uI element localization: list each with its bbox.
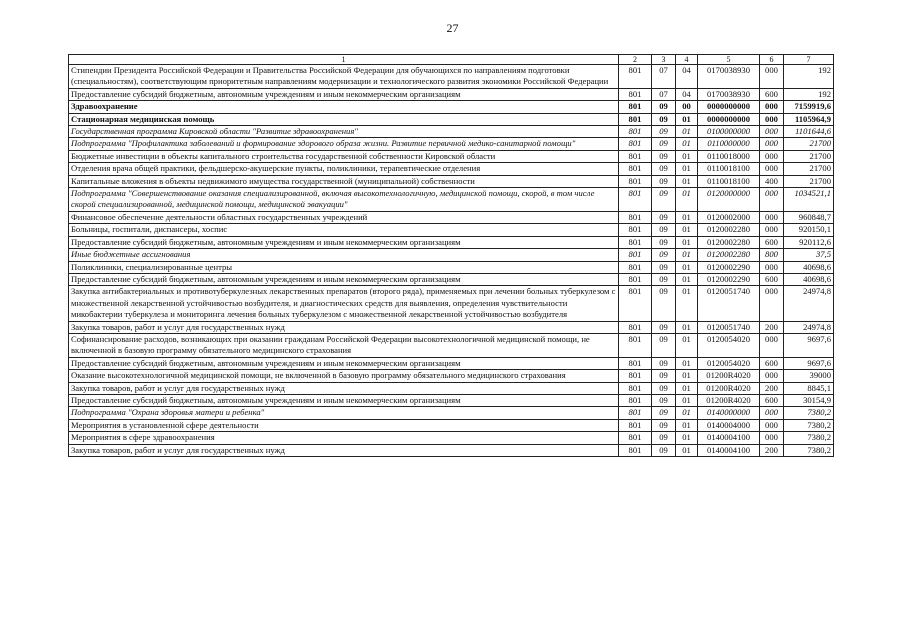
- cell-amount: 21700: [784, 138, 834, 150]
- cell-subsection: 01: [676, 444, 698, 456]
- cell-ministry-code: 801: [619, 175, 652, 187]
- cell-expense-type: 000: [760, 419, 784, 431]
- row-name: Стационарная медицинская помощь: [69, 113, 619, 125]
- row-name: Оказание высокотехнологичной медицинской помощи, не включенной в базовую программу обязательного медицинского страхования: [69, 370, 619, 382]
- cell-amount: 40698,6: [784, 261, 834, 273]
- row-name: Закупка антибактериальных и противотуберкулезных лекарственных препаратов (второго ряда), применяемых при лечении больных туберкулезом с множественной лекарственной устойчивостью возбудителя, и диагностических средств для выявления, определения чувствительности микобактерии туберкулеза и мониторинга лечения больных туберкулезом с множественной лекарственной устойчивостью возбудителя: [69, 286, 619, 321]
- cell-amount: 37,5: [784, 249, 834, 261]
- cell-subsection: 01: [676, 175, 698, 187]
- cell-subsection: 04: [676, 88, 698, 100]
- cell-subsection: 01: [676, 163, 698, 175]
- table-row: [69, 65, 834, 89]
- cell-target-article: 0140000000: [698, 407, 760, 419]
- table-row: [69, 394, 834, 406]
- cell-section: 09: [652, 113, 676, 125]
- table-row: [69, 261, 834, 273]
- column-header: 6: [760, 55, 784, 65]
- table-row: [69, 88, 834, 100]
- table-row: [69, 249, 834, 261]
- table-row: [69, 357, 834, 369]
- table-row: [69, 333, 834, 357]
- table-row: [69, 432, 834, 444]
- cell-ministry-code: 801: [619, 432, 652, 444]
- cell-amount: 30154,9: [784, 394, 834, 406]
- cell-expense-type: 800: [760, 249, 784, 261]
- cell-amount: 21700: [784, 163, 834, 175]
- cell-target-article: 0120002000: [698, 211, 760, 223]
- row-name: Подпрограмма "Охрана здоровья матери и ребенка": [69, 407, 619, 419]
- cell-subsection: 01: [676, 138, 698, 150]
- cell-section: 09: [652, 419, 676, 431]
- cell-expense-type: 200: [760, 382, 784, 394]
- cell-ministry-code: 801: [619, 286, 652, 321]
- cell-target-article: 0000000000: [698, 113, 760, 125]
- cell-target-article: 0120051740: [698, 286, 760, 321]
- cell-target-article: 0140004100: [698, 444, 760, 456]
- cell-target-article: 0120002290: [698, 273, 760, 285]
- row-name: Отделения врача общей практики, фельдшерско-акушерские пункты, поликлиники, терапевтические отделения: [69, 163, 619, 175]
- cell-subsection: 01: [676, 432, 698, 444]
- cell-target-article: 0170038930: [698, 88, 760, 100]
- cell-expense-type: 000: [760, 407, 784, 419]
- row-name: Предоставление субсидий бюджетным, автономным учреждениям и иным некоммерческим организациям: [69, 88, 619, 100]
- cell-target-article: 0120002290: [698, 261, 760, 273]
- cell-ministry-code: 801: [619, 419, 652, 431]
- cell-section: 09: [652, 261, 676, 273]
- cell-section: 09: [652, 224, 676, 236]
- column-header: 1: [69, 55, 619, 65]
- column-number-row: [69, 55, 834, 65]
- table-row: [69, 419, 834, 431]
- cell-target-article: 0120002280: [698, 249, 760, 261]
- row-name: Мероприятия в установленной сфере деятельности: [69, 419, 619, 431]
- row-name: Финансовое обеспечение деятельности областных государственных учреждений: [69, 211, 619, 223]
- cell-target-article: 0120000000: [698, 188, 760, 212]
- cell-expense-type: 200: [760, 444, 784, 456]
- cell-section: 07: [652, 88, 676, 100]
- cell-ministry-code: 801: [619, 188, 652, 212]
- cell-ministry-code: 801: [619, 321, 652, 333]
- cell-section: 09: [652, 370, 676, 382]
- cell-amount: 24974,8: [784, 286, 834, 321]
- cell-section: 09: [652, 432, 676, 444]
- cell-subsection: 01: [676, 126, 698, 138]
- cell-expense-type: 000: [760, 101, 784, 113]
- cell-ministry-code: 801: [619, 163, 652, 175]
- budget-table: [68, 54, 834, 457]
- cell-expense-type: 600: [760, 236, 784, 248]
- cell-expense-type: 000: [760, 211, 784, 223]
- cell-target-article: 01200R4020: [698, 382, 760, 394]
- table-row: [69, 273, 834, 285]
- cell-section: 09: [652, 382, 676, 394]
- cell-subsection: 00: [676, 101, 698, 113]
- table-row: [69, 370, 834, 382]
- table-row: [69, 236, 834, 248]
- cell-expense-type: 000: [760, 126, 784, 138]
- cell-subsection: 01: [676, 113, 698, 125]
- table-row: [69, 101, 834, 113]
- cell-target-article: 0140004100: [698, 432, 760, 444]
- cell-section: 09: [652, 444, 676, 456]
- row-name: Поликлиники, специализированные центры: [69, 261, 619, 273]
- cell-target-article: 01200R4020: [698, 394, 760, 406]
- cell-subsection: 01: [676, 419, 698, 431]
- row-name: Подпрограмма "Профилактика заболеваний и формирование здорового образа жизни. Развитие первичной медико-санитарной помощи": [69, 138, 619, 150]
- cell-section: 09: [652, 211, 676, 223]
- cell-ministry-code: 801: [619, 370, 652, 382]
- table-row: [69, 444, 834, 456]
- cell-expense-type: 600: [760, 357, 784, 369]
- cell-section: 09: [652, 188, 676, 212]
- cell-ministry-code: 801: [619, 138, 652, 150]
- cell-ministry-code: 801: [619, 236, 652, 248]
- cell-ministry-code: 801: [619, 261, 652, 273]
- cell-section: 09: [652, 394, 676, 406]
- cell-ministry-code: 801: [619, 357, 652, 369]
- cell-ministry-code: 801: [619, 394, 652, 406]
- cell-subsection: 01: [676, 224, 698, 236]
- cell-expense-type: 000: [760, 286, 784, 321]
- table-row: [69, 321, 834, 333]
- cell-section: 09: [652, 175, 676, 187]
- cell-subsection: 01: [676, 333, 698, 357]
- cell-subsection: 01: [676, 261, 698, 273]
- cell-section: 07: [652, 65, 676, 89]
- cell-expense-type: 000: [760, 188, 784, 212]
- cell-section: 09: [652, 273, 676, 285]
- cell-target-article: 0100000000: [698, 126, 760, 138]
- cell-target-article: 0140004000: [698, 419, 760, 431]
- cell-amount: 192: [784, 88, 834, 100]
- cell-amount: 7159919,6: [784, 101, 834, 113]
- table-row: [69, 286, 834, 321]
- cell-amount: 960848,7: [784, 211, 834, 223]
- cell-ministry-code: 801: [619, 65, 652, 89]
- row-name: Больницы, госпитали, диспансеры, хоспис: [69, 224, 619, 236]
- cell-target-article: 0120054020: [698, 357, 760, 369]
- row-name: Предоставление субсидий бюджетным, автономным учреждениям и иным некоммерческим организациям: [69, 357, 619, 369]
- cell-target-article: 01200R4020: [698, 370, 760, 382]
- cell-expense-type: 000: [760, 432, 784, 444]
- cell-amount: 9697,6: [784, 333, 834, 357]
- cell-amount: 21700: [784, 175, 834, 187]
- cell-amount: 192: [784, 65, 834, 89]
- cell-ministry-code: 801: [619, 88, 652, 100]
- cell-section: 09: [652, 101, 676, 113]
- cell-subsection: 01: [676, 370, 698, 382]
- cell-amount: 1034521,1: [784, 188, 834, 212]
- cell-expense-type: 000: [760, 150, 784, 162]
- row-name: Стипендии Президента Российской Федерации и Правительства Российской Федерации для обучающихся по направлениям подготовки (специальностям), соответствующим приоритетным направлениям модернизации и технологического развития экономики Российской Федерации: [69, 65, 619, 89]
- cell-subsection: 01: [676, 321, 698, 333]
- row-name: Предоставление субсидий бюджетным, автономным учреждениям и иным некоммерческим организациям: [69, 394, 619, 406]
- cell-expense-type: 000: [760, 333, 784, 357]
- cell-section: 09: [652, 138, 676, 150]
- cell-ministry-code: 801: [619, 113, 652, 125]
- table-row: [69, 224, 834, 236]
- row-name: Закупка товаров, работ и услуг для государственных нужд: [69, 321, 619, 333]
- page-number: 27: [446, 21, 459, 35]
- row-name: Закупка товаров, работ и услуг для государственных нужд: [69, 444, 619, 456]
- cell-target-article: 0170038930: [698, 65, 760, 89]
- cell-target-article: 0110018000: [698, 150, 760, 162]
- column-header: 2: [619, 55, 652, 65]
- cell-target-article: 0000000000: [698, 101, 760, 113]
- cell-ministry-code: 801: [619, 382, 652, 394]
- cell-ministry-code: 801: [619, 150, 652, 162]
- cell-section: 09: [652, 357, 676, 369]
- row-name: Предоставление субсидий бюджетным, автономным учреждениям и иным некоммерческим организациям: [69, 273, 619, 285]
- cell-subsection: 01: [676, 249, 698, 261]
- table-row: [69, 113, 834, 125]
- cell-section: 09: [652, 286, 676, 321]
- cell-target-article: 0120051740: [698, 321, 760, 333]
- cell-expense-type: 000: [760, 65, 784, 89]
- cell-subsection: 01: [676, 188, 698, 212]
- cell-subsection: 01: [676, 382, 698, 394]
- cell-subsection: 01: [676, 273, 698, 285]
- cell-target-article: 0110018100: [698, 163, 760, 175]
- cell-expense-type: 000: [760, 224, 784, 236]
- cell-amount: 7380,2: [784, 444, 834, 456]
- table-row: [69, 382, 834, 394]
- row-name: Здравоохранение: [69, 101, 619, 113]
- row-name: Закупка товаров, работ и услуг для государственных нужд: [69, 382, 619, 394]
- cell-amount: 40698,6: [784, 273, 834, 285]
- cell-amount: 7380,2: [784, 419, 834, 431]
- cell-target-article: 0120002280: [698, 236, 760, 248]
- cell-expense-type: 000: [760, 138, 784, 150]
- cell-subsection: 01: [676, 211, 698, 223]
- cell-subsection: 01: [676, 236, 698, 248]
- row-name: Софинансирование расходов, возникающих при оказании гражданам Российской Федерации высокотехнологичной медицинской помощи, не включенной в базовую программу обязательного медицинского страхования: [69, 333, 619, 357]
- cell-ministry-code: 801: [619, 211, 652, 223]
- column-header: 4: [676, 55, 698, 65]
- cell-ministry-code: 801: [619, 249, 652, 261]
- cell-section: 09: [652, 333, 676, 357]
- cell-section: 09: [652, 321, 676, 333]
- cell-target-article: 0120054020: [698, 333, 760, 357]
- cell-expense-type: 600: [760, 88, 784, 100]
- cell-subsection: 01: [676, 286, 698, 321]
- cell-expense-type: 000: [760, 163, 784, 175]
- cell-ministry-code: 801: [619, 333, 652, 357]
- cell-amount: 920112,6: [784, 236, 834, 248]
- table-row: [69, 126, 834, 138]
- cell-section: 09: [652, 150, 676, 162]
- cell-subsection: 01: [676, 357, 698, 369]
- table-row: [69, 163, 834, 175]
- cell-subsection: 01: [676, 394, 698, 406]
- table-row: [69, 407, 834, 419]
- cell-section: 09: [652, 126, 676, 138]
- cell-expense-type: 000: [760, 370, 784, 382]
- row-name: Мероприятия в сфере здравоохранения: [69, 432, 619, 444]
- column-header: 7: [784, 55, 834, 65]
- column-header: 3: [652, 55, 676, 65]
- cell-section: 09: [652, 249, 676, 261]
- cell-ministry-code: 801: [619, 101, 652, 113]
- cell-expense-type: 600: [760, 273, 784, 285]
- cell-subsection: 01: [676, 407, 698, 419]
- cell-expense-type: 000: [760, 113, 784, 125]
- cell-target-article: 0110000000: [698, 138, 760, 150]
- cell-amount: 920150,1: [784, 224, 834, 236]
- table-row: [69, 138, 834, 150]
- table-row: [69, 188, 834, 212]
- table-row: [69, 211, 834, 223]
- row-name: Предоставление субсидий бюджетным, автономным учреждениям и иным некоммерческим организациям: [69, 236, 619, 248]
- cell-amount: 1105964,9: [784, 113, 834, 125]
- cell-target-article: 0120002280: [698, 224, 760, 236]
- cell-ministry-code: 801: [619, 444, 652, 456]
- cell-amount: 1101644,6: [784, 126, 834, 138]
- cell-amount: 39000: [784, 370, 834, 382]
- cell-amount: 7380,2: [784, 407, 834, 419]
- row-name: Подпрограмма "Совершенствование оказания специализированной, включая высокотехнологичную, медицинской помощи, скорой, в том числе скорой специализированной, медицинской помощи, медицинской эвакуации": [69, 188, 619, 212]
- cell-expense-type: 400: [760, 175, 784, 187]
- column-header: 5: [698, 55, 760, 65]
- cell-amount: 24974,8: [784, 321, 834, 333]
- cell-ministry-code: 801: [619, 273, 652, 285]
- cell-expense-type: 000: [760, 261, 784, 273]
- cell-section: 09: [652, 407, 676, 419]
- cell-target-article: 0110018100: [698, 175, 760, 187]
- cell-subsection: 04: [676, 65, 698, 89]
- cell-expense-type: 600: [760, 394, 784, 406]
- row-name: Капитальные вложения в объекты недвижимого имущества государственной (муниципальной) собственности: [69, 175, 619, 187]
- cell-ministry-code: 801: [619, 407, 652, 419]
- cell-ministry-code: 801: [619, 126, 652, 138]
- cell-amount: 7380,2: [784, 432, 834, 444]
- cell-ministry-code: 801: [619, 224, 652, 236]
- row-name: Иные бюджетные ассигнования: [69, 249, 619, 261]
- cell-section: 09: [652, 236, 676, 248]
- table-row: [69, 150, 834, 162]
- cell-amount: 9697,6: [784, 357, 834, 369]
- cell-expense-type: 200: [760, 321, 784, 333]
- row-name: Государственная программа Кировской области "Развитие здравоохранения": [69, 126, 619, 138]
- row-name: Бюджетные инвестиции в объекты капитального строительства государственной собственности Кировской области: [69, 150, 619, 162]
- cell-amount: 8845,1: [784, 382, 834, 394]
- cell-subsection: 01: [676, 150, 698, 162]
- cell-section: 09: [652, 163, 676, 175]
- cell-amount: 21700: [784, 150, 834, 162]
- table-row: [69, 175, 834, 187]
